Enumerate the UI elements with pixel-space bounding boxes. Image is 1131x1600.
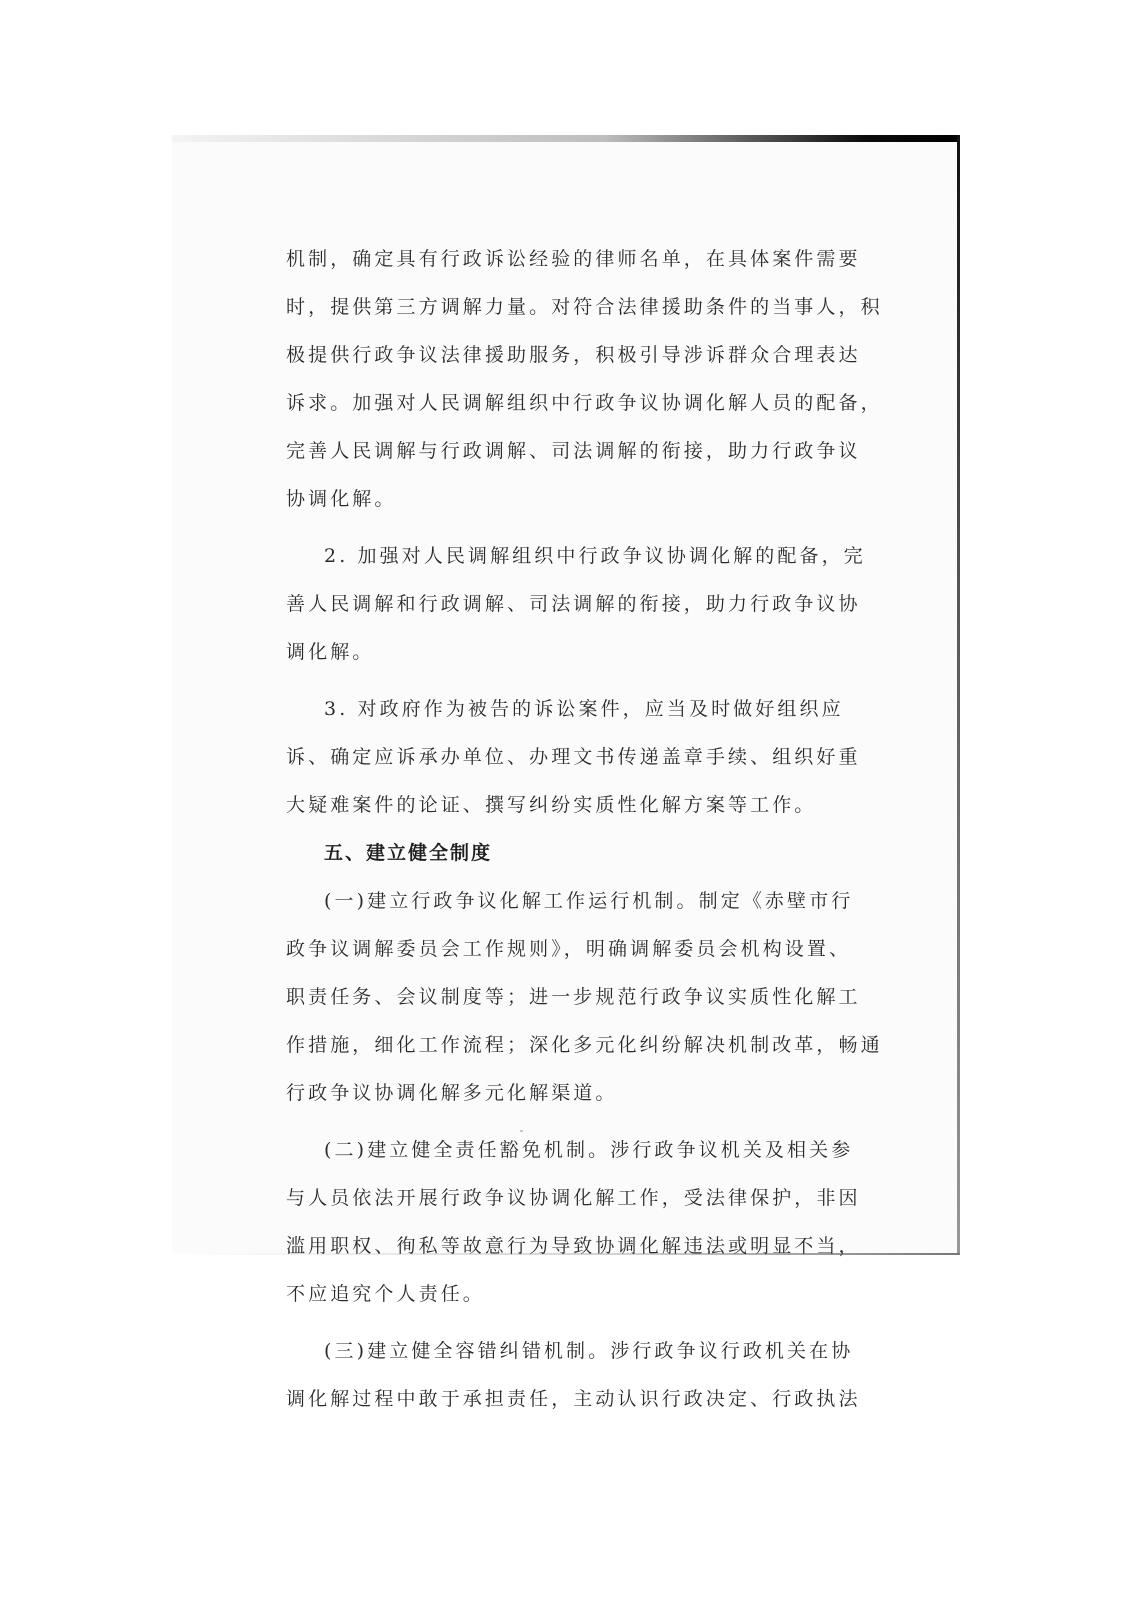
text-line: 诉求。加强对人民调解组织中行政争议协调化解人员的配备，: [286, 392, 883, 414]
scan-speck: [520, 1130, 523, 1132]
section-heading-block: [286, 829, 846, 877]
paragraph-continued: [286, 235, 883, 523]
text-line: (一)建立行政争议化解工作运行机制。制定《赤壁市行: [324, 890, 854, 912]
text-line: 滥用职权、徇私等故意行为导致协调化解违法或明显不当，: [286, 1235, 861, 1257]
text-line: 与人员依法开展行政争议协调化解工作，受法律保护，非因: [286, 1187, 861, 1209]
paragraph-subsection-3: [286, 1327, 861, 1423]
text-line: 政争议调解委员会工作规则》，明确调解委员会机构设置、: [286, 938, 852, 960]
text-line: 极提供行政争议法律援助服务，积极引导涉诉群众合理表达: [286, 344, 861, 366]
text-line: 协调化解。: [286, 488, 397, 510]
paragraph-subsection-1: [286, 877, 883, 1117]
body-text: [286, 235, 883, 1423]
text-line: 调化解过程中敢于承担责任，主动认识行政决定、行政执法: [286, 1388, 861, 1410]
text-line: 大疑难案件的论证、撰写纠纷实质性化解方案等工作。: [286, 794, 817, 816]
section-heading: 五、建立健全制度: [324, 842, 493, 864]
text-line: 时，提供第三方调解力量。对符合法律援助条件的当事人，积: [286, 296, 883, 318]
text-line: 善人民调解和行政调解、司法调解的衔接，助力行政争议协: [286, 593, 861, 615]
paragraph-item-2: [286, 532, 866, 676]
text-line: 作措施，细化工作流程；深化多元化纠纷解决机制改革，畅通: [286, 1034, 883, 1056]
text-line: 2. 加强对人民调解组织中行政争议协调化解的配备，完: [324, 545, 866, 567]
text-line: 行政争议协调化解多元化解渠道。: [286, 1082, 618, 1104]
text-line: (二)建立健全责任豁免机制。涉行政争议机关及相关参: [324, 1139, 854, 1161]
text-line: 3. 对政府作为被告的诉讼案件，应当及时做好组织应: [324, 698, 844, 720]
paragraph-subsection-2: [286, 1126, 861, 1318]
text-line: 不应追究个人责任。: [286, 1283, 485, 1305]
scanned-page: [172, 135, 960, 1410]
text-line: 完善人民调解与行政调解、司法调解的衔接，助力行政争议: [286, 440, 861, 462]
scan-right-edge: [957, 135, 960, 1255]
paragraph-item-3: [286, 685, 861, 829]
text-line: 职责任务、会议制度等；进一步规范行政争议实质性化解工: [286, 986, 861, 1008]
text-line: 机制，确定具有行政诉讼经验的律师名单，在具体案件需要: [286, 248, 861, 270]
text-line: (三)建立健全容错纠错机制。涉行政争议行政机关在协: [324, 1340, 854, 1362]
scan-top-edge: [172, 135, 960, 142]
text-line: 诉、确定应诉承办单位、办理文书传递盖章手续、组织好重: [286, 746, 861, 768]
text-line: 调化解。: [286, 641, 375, 663]
